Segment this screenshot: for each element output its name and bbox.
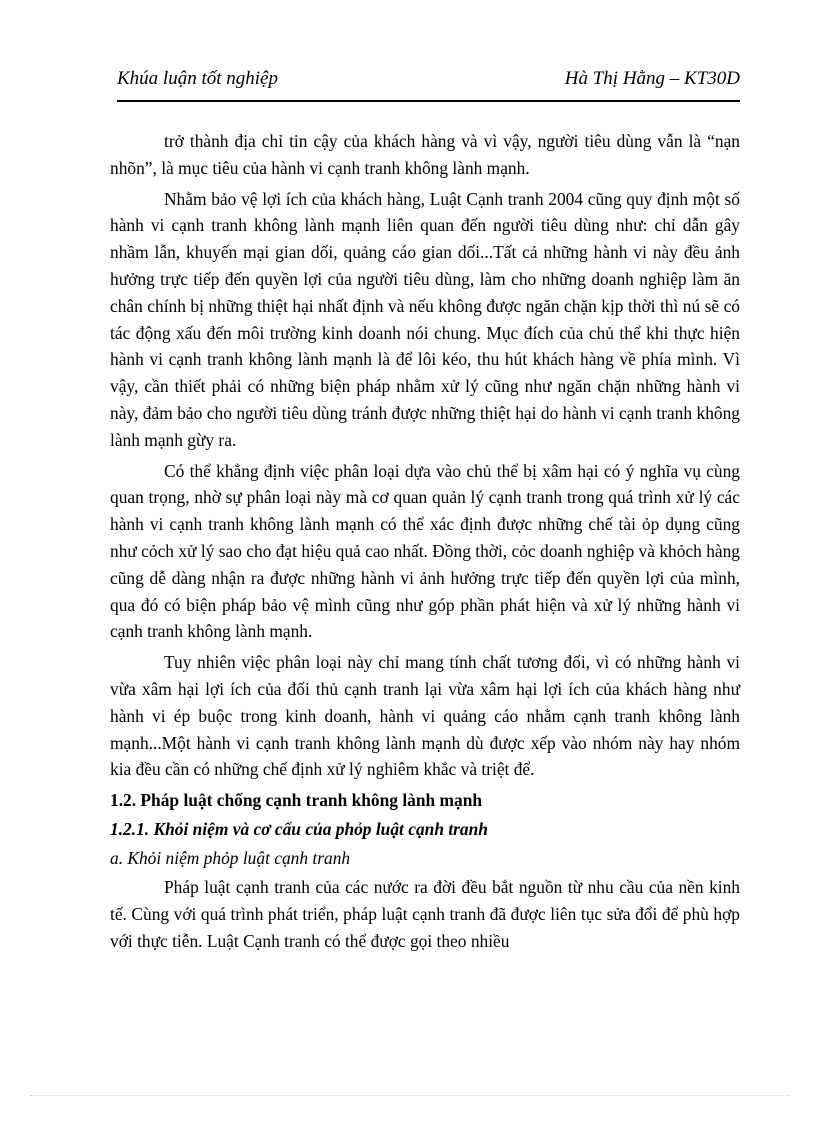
subsection-heading: 1.2.1. Khỏi niệm và cơ cấu của phỏp luật cạnh tranh [110, 819, 488, 840]
page-header [117, 64, 740, 102]
section-heading: 1.2. Pháp luật chống cạnh tranh không lành mạnh [110, 790, 483, 811]
subsubsection-heading: a. Khỏi niệm phỏp luật cạnh tranh [110, 848, 351, 869]
page-bottom-divider [30, 1095, 790, 1096]
paragraph: Nhằm bảo vệ lợi ích của khách hàng, Luật Cạnh tranh 2004 cũng quy định một số hành vi cạnh tranh không lành mạnh liên quan đến người tiêu dùng như: chỉ dẫn gây nhầm lẫn, khuyến mại gian dối, quảng cáo gian dối...Tất cả những hành vi này đều ảnh hưởng trực tiếp đến quyền lợi của người tiêu dùng, làm cho những doanh nghiệp làm ăn chân chính bị những thiệt hại nhất định và nếu không được ngăn chặn kịp thời thì nú sẽ có tác động xấu đến môi trường kinh doanh nói chung. Mục đích của chủ thể khi thực hiện hành vi cạnh tranh không lành mạnh là để lôi kéo, thu hút khách hàng về phía mình. Vì vậy, cần thiết phải có những biện pháp nhằm xử lý cũng như ngăn chặn những hành vi này, đảm bảo cho người tiêu dùng tránh được những thiệt hại do hành vi cạnh tranh không lành mạnh gừy ra. [110, 188, 740, 450]
paragraph: Có thể khẳng định việc phân loại dựa vào chủ thể bị xâm hại có ý nghĩa vụ cùng quan trọng, nhờ sự phân loại này mà cơ quan quản lý cạnh tranh trong quá trình xử lý các hành vi cạnh tranh không lành mạnh có thể xác định được những chế tài ỏp dụng cũng như cỏch xử lý sao cho đạt hiệu quả cao nhất. Đồng thời, cỏc doanh nghiệp và khỏch hàng cũng dễ dàng nhận ra được những hành vi ảnh hưởng trực tiếp đến quyền lợi của mình, qua đó có biện pháp bảo vệ mình cũng như góp phần phát hiện và xử lý những hành vi cạnh tranh không lành mạnh. [110, 460, 740, 642]
paragraph: Pháp luật cạnh tranh của các nước ra đời đều bắt nguồn từ nhu cầu của nền kinh tế. Cùng với quá trình phát triển, pháp luật cạnh tranh đã được liên tục sửa đổi để phù hợp với thực tiễn. Luật Cạnh tranh có thể được gọi theo nhiều [110, 877, 740, 951]
document-body [110, 128, 740, 959]
paragraph: trở thành địa chỉ tin cậy của khách hàng và vì vậy, người tiêu dùng vẫn là “nạn nhõn”, là mục tiêu của hành vi cạnh tranh không lành mạnh. [110, 131, 740, 178]
header-thesis-label: Khúa luận tốt nghiệp [117, 68, 278, 89]
paragraph: Tuy nhiên việc phân loại này chỉ mang tính chất tương đối, vì có những hành vi vừa xâm hại lợi ích của đối thủ cạnh tranh lại vừa xâm hại lợi ích của khách hàng như hành vi ép buộc trong kinh doanh, hành vi quảng cáo nhằm cạnh tranh không lành mạnh...Một hành vi cạnh tranh không lành mạnh dù được xếp vào nhóm này hay nhóm kia đều cần có những chế định xử lý nghiêm khắc và triệt để. [110, 652, 740, 780]
header-author: Hà Thị Hằng – KT30D [564, 68, 740, 89]
